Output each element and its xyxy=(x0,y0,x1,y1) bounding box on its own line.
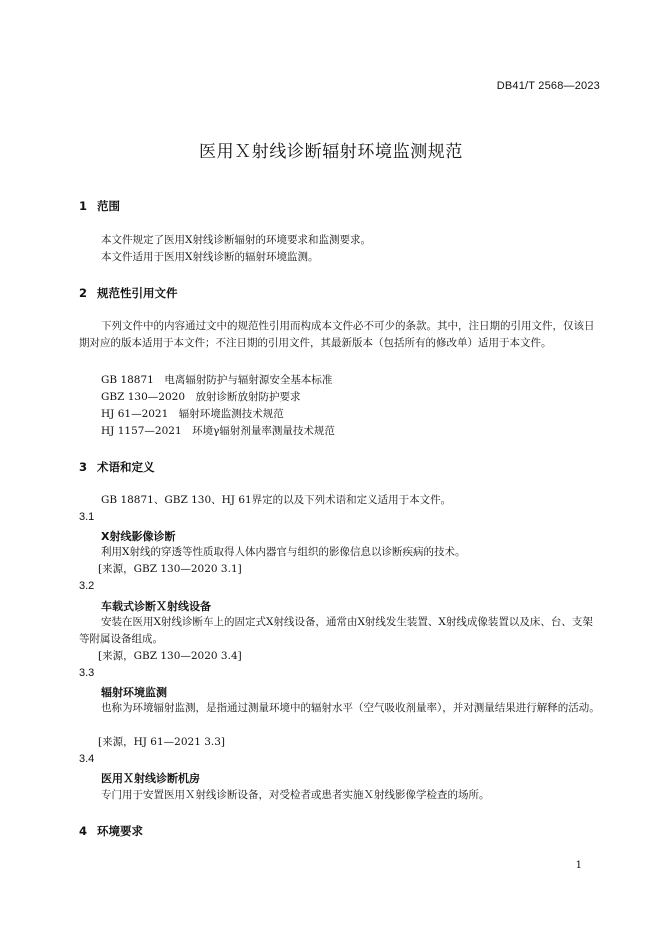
section-number: 3 xyxy=(79,460,88,474)
term-definition: 也称为环境辐射监测，是指通过测量环境中的辐射水平（空气吸收剂量率），并对测量结果进行解释的活动。 xyxy=(101,702,600,714)
term-name: 车载式诊断Ｘ射线设备 xyxy=(101,600,211,613)
section-title: 规范性引用文件 xyxy=(97,286,178,300)
term-number: 3.1 xyxy=(79,511,95,523)
term-source: [来源，GBZ 130—2020 3.4] xyxy=(98,650,242,662)
term-number: 3.2 xyxy=(79,580,95,592)
section-title: 范围 xyxy=(97,199,120,213)
section-heading-scope xyxy=(79,198,120,214)
scope-paragraph-2: 本文件适用于医用X射线诊断的辐射环境监测。 xyxy=(101,251,319,263)
normative-intro: 下列文件中的内容通过文中的规范性引用而构成本文件必不可少的条款。其中，注日期的引用文件，仅该日期对应的版本适用于本文件；不注日期的引用文件，其最新版本（包括所有的修改单）适用于本文件。 xyxy=(79,320,595,349)
document-title: 医用Ｘ射线诊断辐射环境监测规范 xyxy=(199,142,463,162)
section-number: 4 xyxy=(79,824,88,838)
scope-paragraph-1: 本文件规定了医用X射线诊断辐射的环境要求和监测要求。 xyxy=(101,234,371,246)
term-definition: 安装在医用X射线诊断车上的固定式X射线设备，通常由X射线发生装置、X射线成像装置以及床、台、支架等附属设备组成。 xyxy=(79,616,593,645)
term-definition: 利用X射线的穿透等性质取得人体内器官与组织的影像信息以诊断疾病的技术。 xyxy=(101,546,466,558)
section-number: 1 xyxy=(79,199,88,213)
term-source: [来源，GBZ 130—2020 3.1] xyxy=(98,563,242,575)
term-name: 辐射环境监测 xyxy=(101,686,167,699)
section-heading-terms xyxy=(79,459,155,475)
normative-ref: HJ 1157—2021 环境γ辐射剂量率测量技术规范 xyxy=(101,425,335,437)
normative-ref: HJ 61—2021 辐射环境监测技术规范 xyxy=(101,408,284,420)
term-number: 3.4 xyxy=(79,753,95,765)
term-number: 3.3 xyxy=(79,667,95,679)
term-name: 医用Ｘ射线诊断机房 xyxy=(101,772,200,785)
term-definition: 专门用于安置医用Ｘ射线诊断设备，对受检者或患者实施Ｘ射线影像学检查的场所。 xyxy=(101,789,490,801)
term-name: X射线影像诊断 xyxy=(101,530,176,543)
normative-ref: GB 18871 电离辐射防护与辐射源安全基本标准 xyxy=(101,374,333,386)
section-number: 2 xyxy=(79,286,88,300)
section-title: 环境要求 xyxy=(97,824,143,838)
terms-intro: GB 18871、GBZ 130、HJ 61界定的以及下列术语和定义适用于本文件。 xyxy=(101,494,452,506)
section-title: 术语和定义 xyxy=(97,460,155,474)
standard-code: DB41/T 2568—2023 xyxy=(496,80,600,92)
section-heading-normative xyxy=(79,285,178,301)
term-source: [来源，HJ 61—2021 3.3] xyxy=(98,736,226,748)
normative-ref: GBZ 130—2020 放射诊断放射防护要求 xyxy=(101,391,301,403)
page-number: 1 xyxy=(575,860,582,871)
section-heading-environment xyxy=(79,823,143,839)
